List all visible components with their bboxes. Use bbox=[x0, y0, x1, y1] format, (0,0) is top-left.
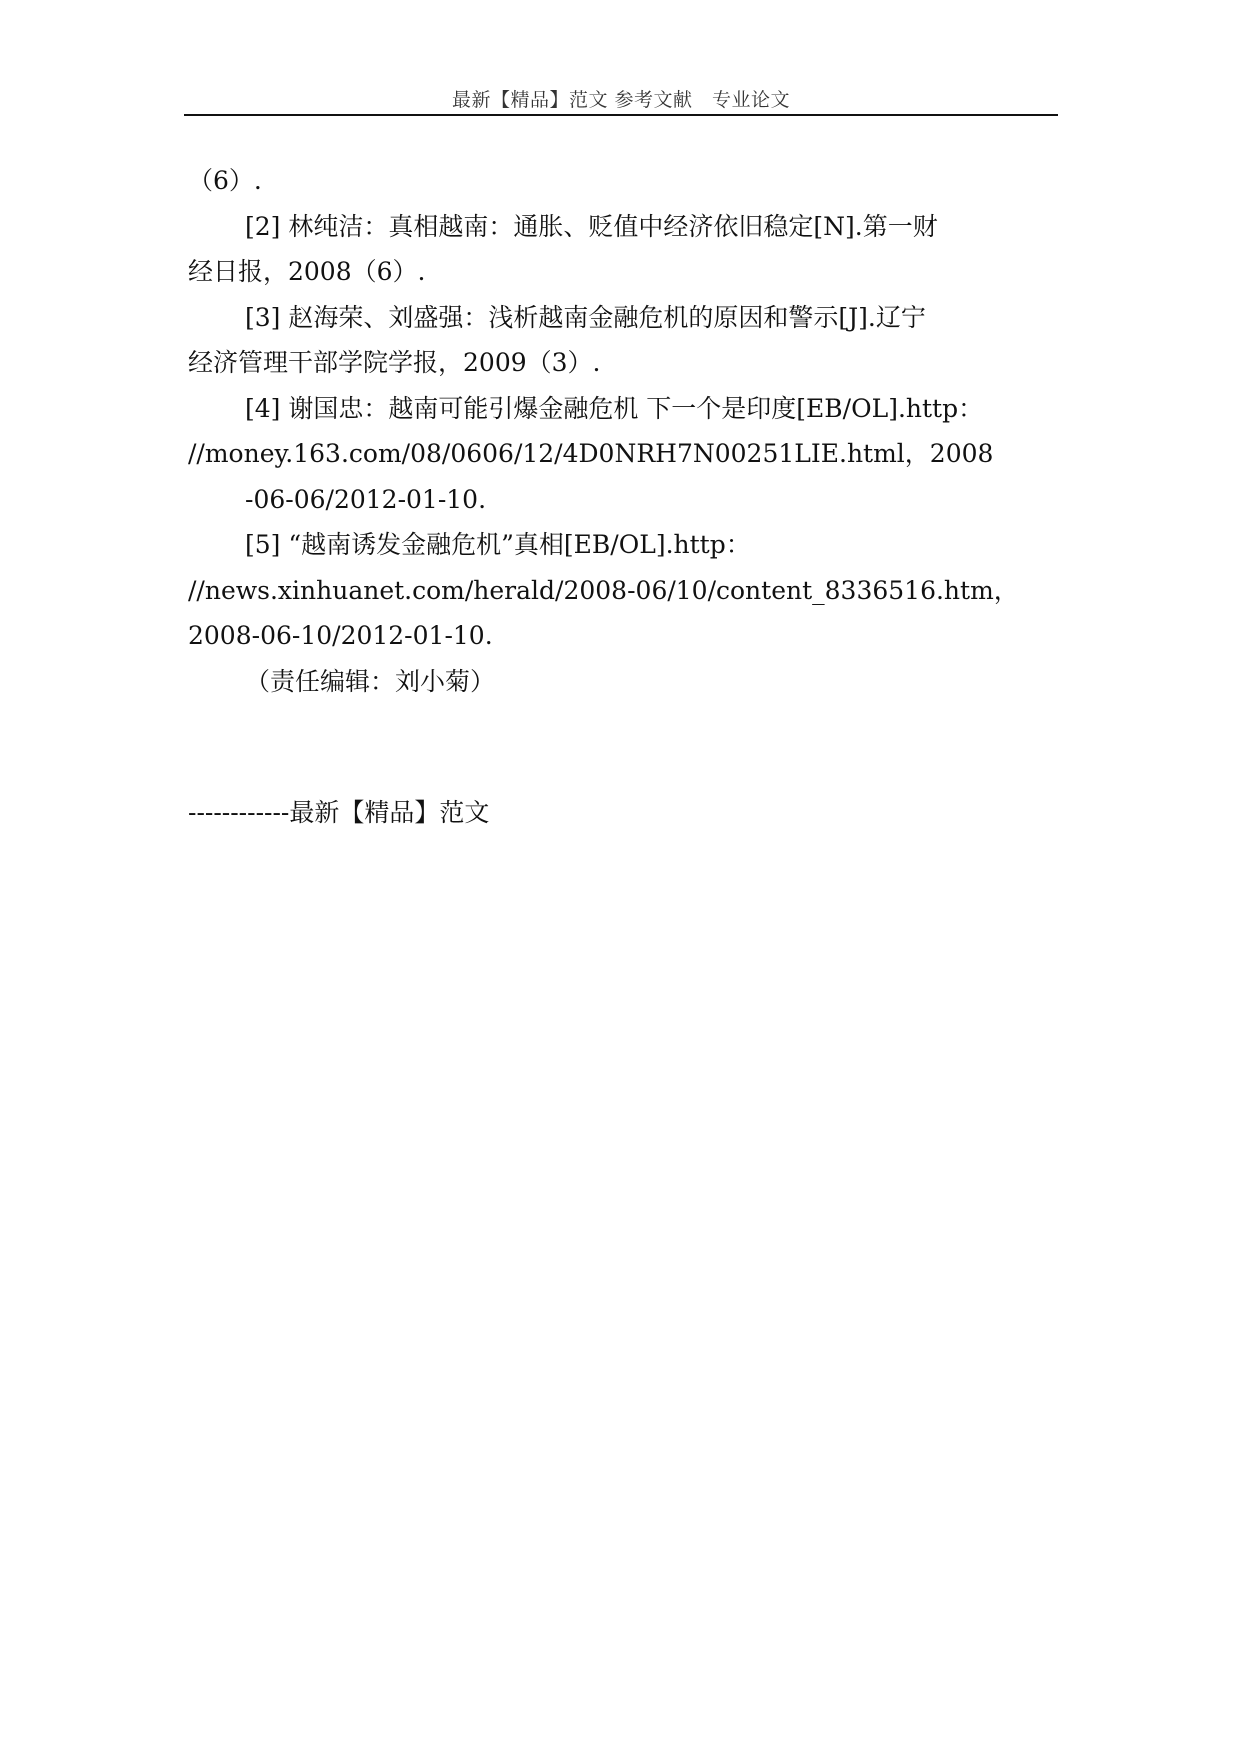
references-body bbox=[188, 158, 1078, 704]
header-divider bbox=[184, 114, 1058, 116]
footer-mark: ------------最新【精品】范文 bbox=[188, 798, 490, 827]
reference-line: （6）. bbox=[188, 166, 262, 195]
reference-line: -06-06/2012-01-10. bbox=[245, 484, 487, 514]
reference-line: [2] 林纯洁：真相越南：通胀、贬值中经济依旧稳定[N].第一财 bbox=[245, 211, 938, 241]
reference-line: //money.163.com/08/0606/12/4D0NRH7N00251LIE.html，2008 bbox=[188, 439, 994, 468]
editor-note: （责任编辑：刘小菊） bbox=[245, 666, 496, 696]
reference-line: 经济管理干部学院学报，2009（3）. bbox=[188, 348, 601, 377]
reference-line: 2008-06-10/2012-01-10. bbox=[188, 621, 493, 650]
page-header: 最新【精品】范文 参考文献 专业论文 bbox=[451, 89, 791, 111]
reference-line: [5] “越南诱发金融危机”真相[EB/OL].http： bbox=[245, 530, 751, 559]
reference-line: [3] 赵海荣、刘盛强：浅析越南金融危机的原因和警示[J].辽宁 bbox=[245, 302, 926, 332]
reference-line: //news.xinhuanet.com/herald/2008-06/10/content_8336516.htm， bbox=[188, 575, 1019, 605]
reference-line: [4] 谢国忠：越南可能引爆金融危机 下一个是印度[EB/OL].http： bbox=[245, 393, 984, 423]
reference-line: 经日报，2008（6）. bbox=[188, 257, 426, 286]
